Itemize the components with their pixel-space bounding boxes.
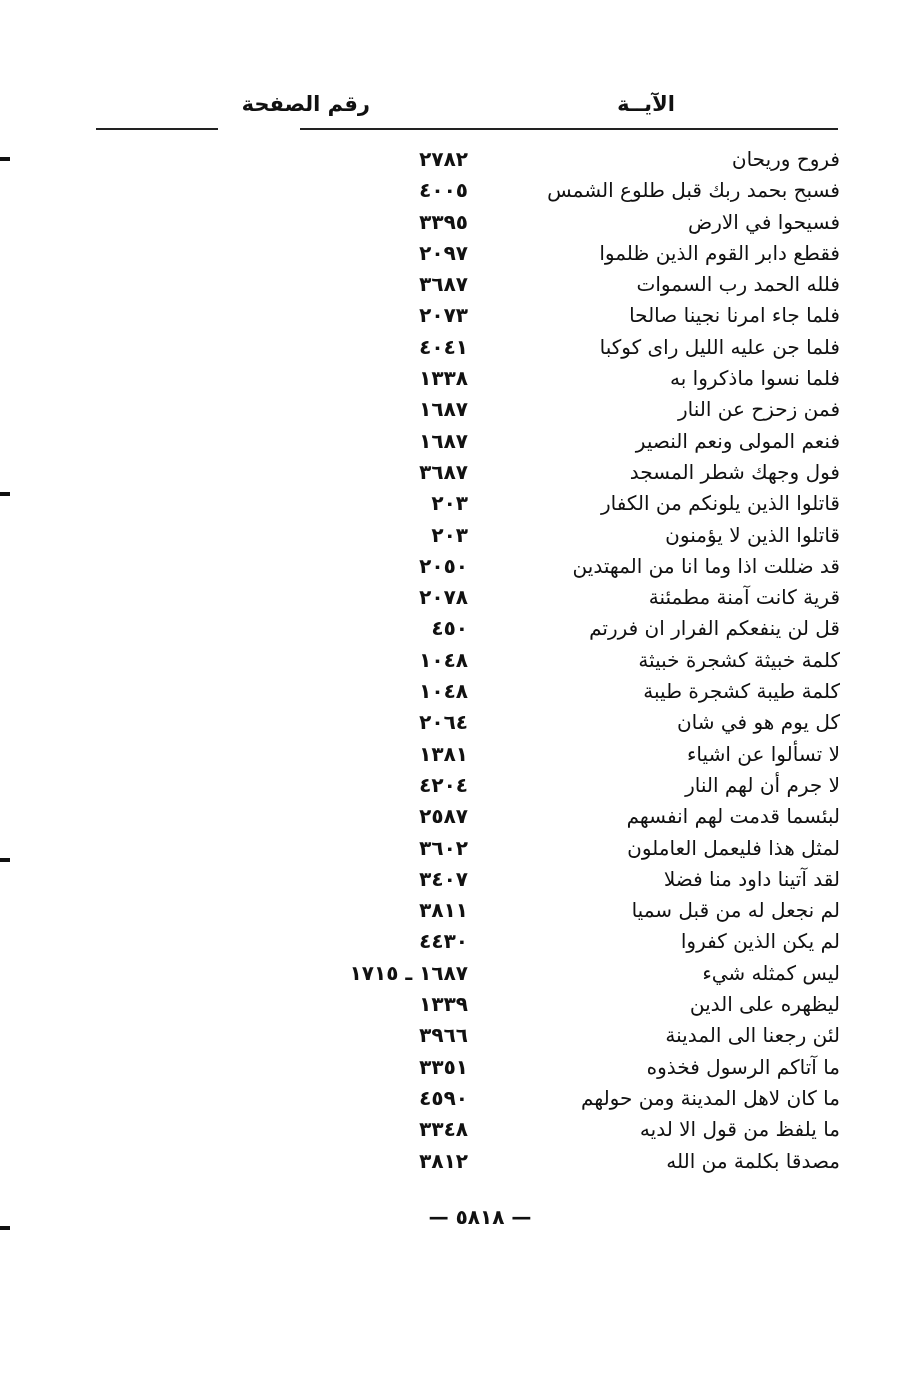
verse-text: قاتلوا الذين لا يؤمنون xyxy=(665,522,840,547)
header-rule-verse xyxy=(300,128,838,130)
verse-text: قاتلوا الذين يلونكم من الكفار xyxy=(600,491,840,516)
index-row xyxy=(0,770,914,801)
verse-text: فلما جن عليه الليل راى كوكبا xyxy=(599,334,840,359)
index-row xyxy=(0,864,914,895)
verse-text: مصدقا بكلمة من الله xyxy=(666,1148,840,1173)
verse-text: ليظهره على الدين xyxy=(689,992,840,1017)
page-number: ٢٥٨٧ xyxy=(419,804,468,829)
index-row xyxy=(0,1052,914,1083)
verse-text: لمثل هذا فليعمل العاملون xyxy=(627,835,840,860)
page-number: ١٦٨٧ ـ ١٧١٥ xyxy=(349,960,468,985)
index-row xyxy=(0,332,914,363)
page-number: ١٠٤٨ xyxy=(419,647,468,672)
verse-text: فلله الحمد رب السموات xyxy=(636,272,840,297)
verse-text: لم يكن الذين كفروا xyxy=(680,929,840,954)
index-row xyxy=(0,958,914,989)
index-row xyxy=(0,238,914,269)
page-number: ٤٥٩٠ xyxy=(419,1085,468,1110)
verse-text: قرية كانت آمنة مطمئنة xyxy=(648,585,840,610)
page-number: ٢٠٧٨ xyxy=(419,585,468,610)
verse-text: فقطع دابر القوم الذين ظلموا xyxy=(599,240,840,265)
verse-text: قل لن ينفعكم الفرار ان فررتم xyxy=(589,616,840,641)
verse-text: لقد آتينا داود منا فضلا xyxy=(663,866,840,891)
verse-text: كلمة خبيثة كشجرة خبيثة xyxy=(638,647,840,672)
page-number: ١٠٤٨ xyxy=(419,679,468,704)
page-number: ١٦٨٧ xyxy=(419,397,468,422)
verse-text: فلما جاء امرنا نجينا صالحا xyxy=(629,303,840,328)
verse-text: فول وجهك شطر المسجد xyxy=(629,459,840,484)
page-number-column-header: رقم الصفحة xyxy=(241,92,370,116)
verse-text: قد ضللت اذا وما انا من المهتدين xyxy=(572,553,840,578)
page-number: ٢٠٩٧ xyxy=(419,240,468,265)
verse-text: ليس كمثله شيء xyxy=(702,960,840,985)
page-number: ٤٥٠ xyxy=(431,616,468,641)
page-footer-number: — ٥٨١٨ — xyxy=(428,1205,532,1229)
page-number: ٢٠٧٣ xyxy=(419,303,468,328)
index-row xyxy=(0,1083,914,1114)
index-row xyxy=(0,551,914,582)
verse-text: لبئسما قدمت لهم انفسهم xyxy=(626,804,840,829)
index-row xyxy=(0,801,914,832)
header-rule-page xyxy=(96,128,218,130)
index-row xyxy=(0,926,914,957)
verse-text: ما آتاكم الرسول فخذوه xyxy=(646,1054,840,1079)
page-number: ١٣٣٨ xyxy=(419,366,468,391)
page-number: ٣٣٤٨ xyxy=(419,1117,468,1142)
page-number: ٤٤٣٠ xyxy=(419,929,468,954)
page-number: ٣٨١٢ xyxy=(419,1148,468,1173)
margin-mark xyxy=(0,157,10,161)
index-row xyxy=(0,1114,914,1145)
page-number: ٤٢٠٤ xyxy=(419,772,468,797)
verse-text: ما يلفظ من قول الا لديه xyxy=(639,1117,840,1142)
page-number: ٣٩٦٦ xyxy=(419,1023,468,1048)
page-number: ٣٤٠٧ xyxy=(419,866,468,891)
index-row xyxy=(0,144,914,175)
index-row xyxy=(0,175,914,206)
page-number: ٣٦٨٧ xyxy=(419,272,468,297)
page-number: ٢٠٣ xyxy=(431,491,468,516)
index-row xyxy=(0,1020,914,1051)
index-row xyxy=(0,989,914,1020)
index-row xyxy=(0,300,914,331)
verse-text: فسبح بحمد ربك قبل طلوع الشمس xyxy=(547,178,840,203)
index-row xyxy=(0,426,914,457)
page-number: ٤٠٤١ xyxy=(419,334,468,359)
page-number: ٢٠٦٤ xyxy=(419,710,468,735)
index-row xyxy=(0,613,914,644)
page-number: ٣٣٥١ xyxy=(419,1054,468,1079)
page-number: ٢٧٨٢ xyxy=(419,147,468,171)
verse-text: فسيحوا في الارض xyxy=(688,209,840,234)
verse-text: كلمة طيبة كشجرة طيبة xyxy=(643,679,840,704)
margin-mark xyxy=(0,492,10,496)
index-row xyxy=(0,707,914,738)
page-number: ١٦٨٧ xyxy=(419,428,468,453)
verse-text: ما كان لاهل المدينة ومن حولهم xyxy=(581,1085,840,1110)
index-row xyxy=(0,895,914,926)
index-row xyxy=(0,520,914,551)
page-number: ٢٠٥٠ xyxy=(419,553,468,578)
verse-text: فلما نسوا ماذكروا به xyxy=(670,366,840,391)
page-number: ٤٠٠٥ xyxy=(419,178,468,203)
index-row xyxy=(0,457,914,488)
verse-text: كل يوم هو في شان xyxy=(676,710,840,735)
verse-text: لا تسألوا عن اشياء xyxy=(687,741,840,766)
page-number: ٣٣٩٥ xyxy=(419,209,468,234)
page-number: ٣٨١١ xyxy=(419,898,468,923)
index-row xyxy=(0,582,914,613)
index-row xyxy=(0,207,914,238)
margin-mark xyxy=(0,858,10,862)
verse-text: لئن رجعنا الى المدينة xyxy=(665,1023,840,1048)
page-number: ٢٠٣ xyxy=(431,522,468,547)
index-row xyxy=(0,676,914,707)
margin-mark xyxy=(0,1226,10,1230)
index-row xyxy=(0,269,914,300)
index-row xyxy=(0,1146,914,1177)
page-number: ٣٦٠٢ xyxy=(419,835,468,860)
page-number: ١٣٨١ xyxy=(419,741,468,766)
index-row xyxy=(0,739,914,770)
index-row xyxy=(0,488,914,519)
verse-text: لا جرم أن لهم النار xyxy=(685,772,840,797)
verse-text: فروح وريحان xyxy=(731,147,840,171)
index-row xyxy=(0,363,914,394)
page-number: ١٣٣٩ xyxy=(419,992,468,1017)
verse-text: فمن زحزح عن النار xyxy=(678,397,840,422)
index-row xyxy=(0,394,914,425)
index-list xyxy=(0,144,914,1177)
verse-text: فنعم المولى ونعم النصير xyxy=(635,428,840,453)
verse-text: لم نجعل له من قبل سميا xyxy=(631,898,840,923)
index-row xyxy=(0,833,914,864)
verse-column-header: الآيــة xyxy=(617,92,675,116)
page-number: ٣٦٨٧ xyxy=(419,459,468,484)
index-row xyxy=(0,645,914,676)
